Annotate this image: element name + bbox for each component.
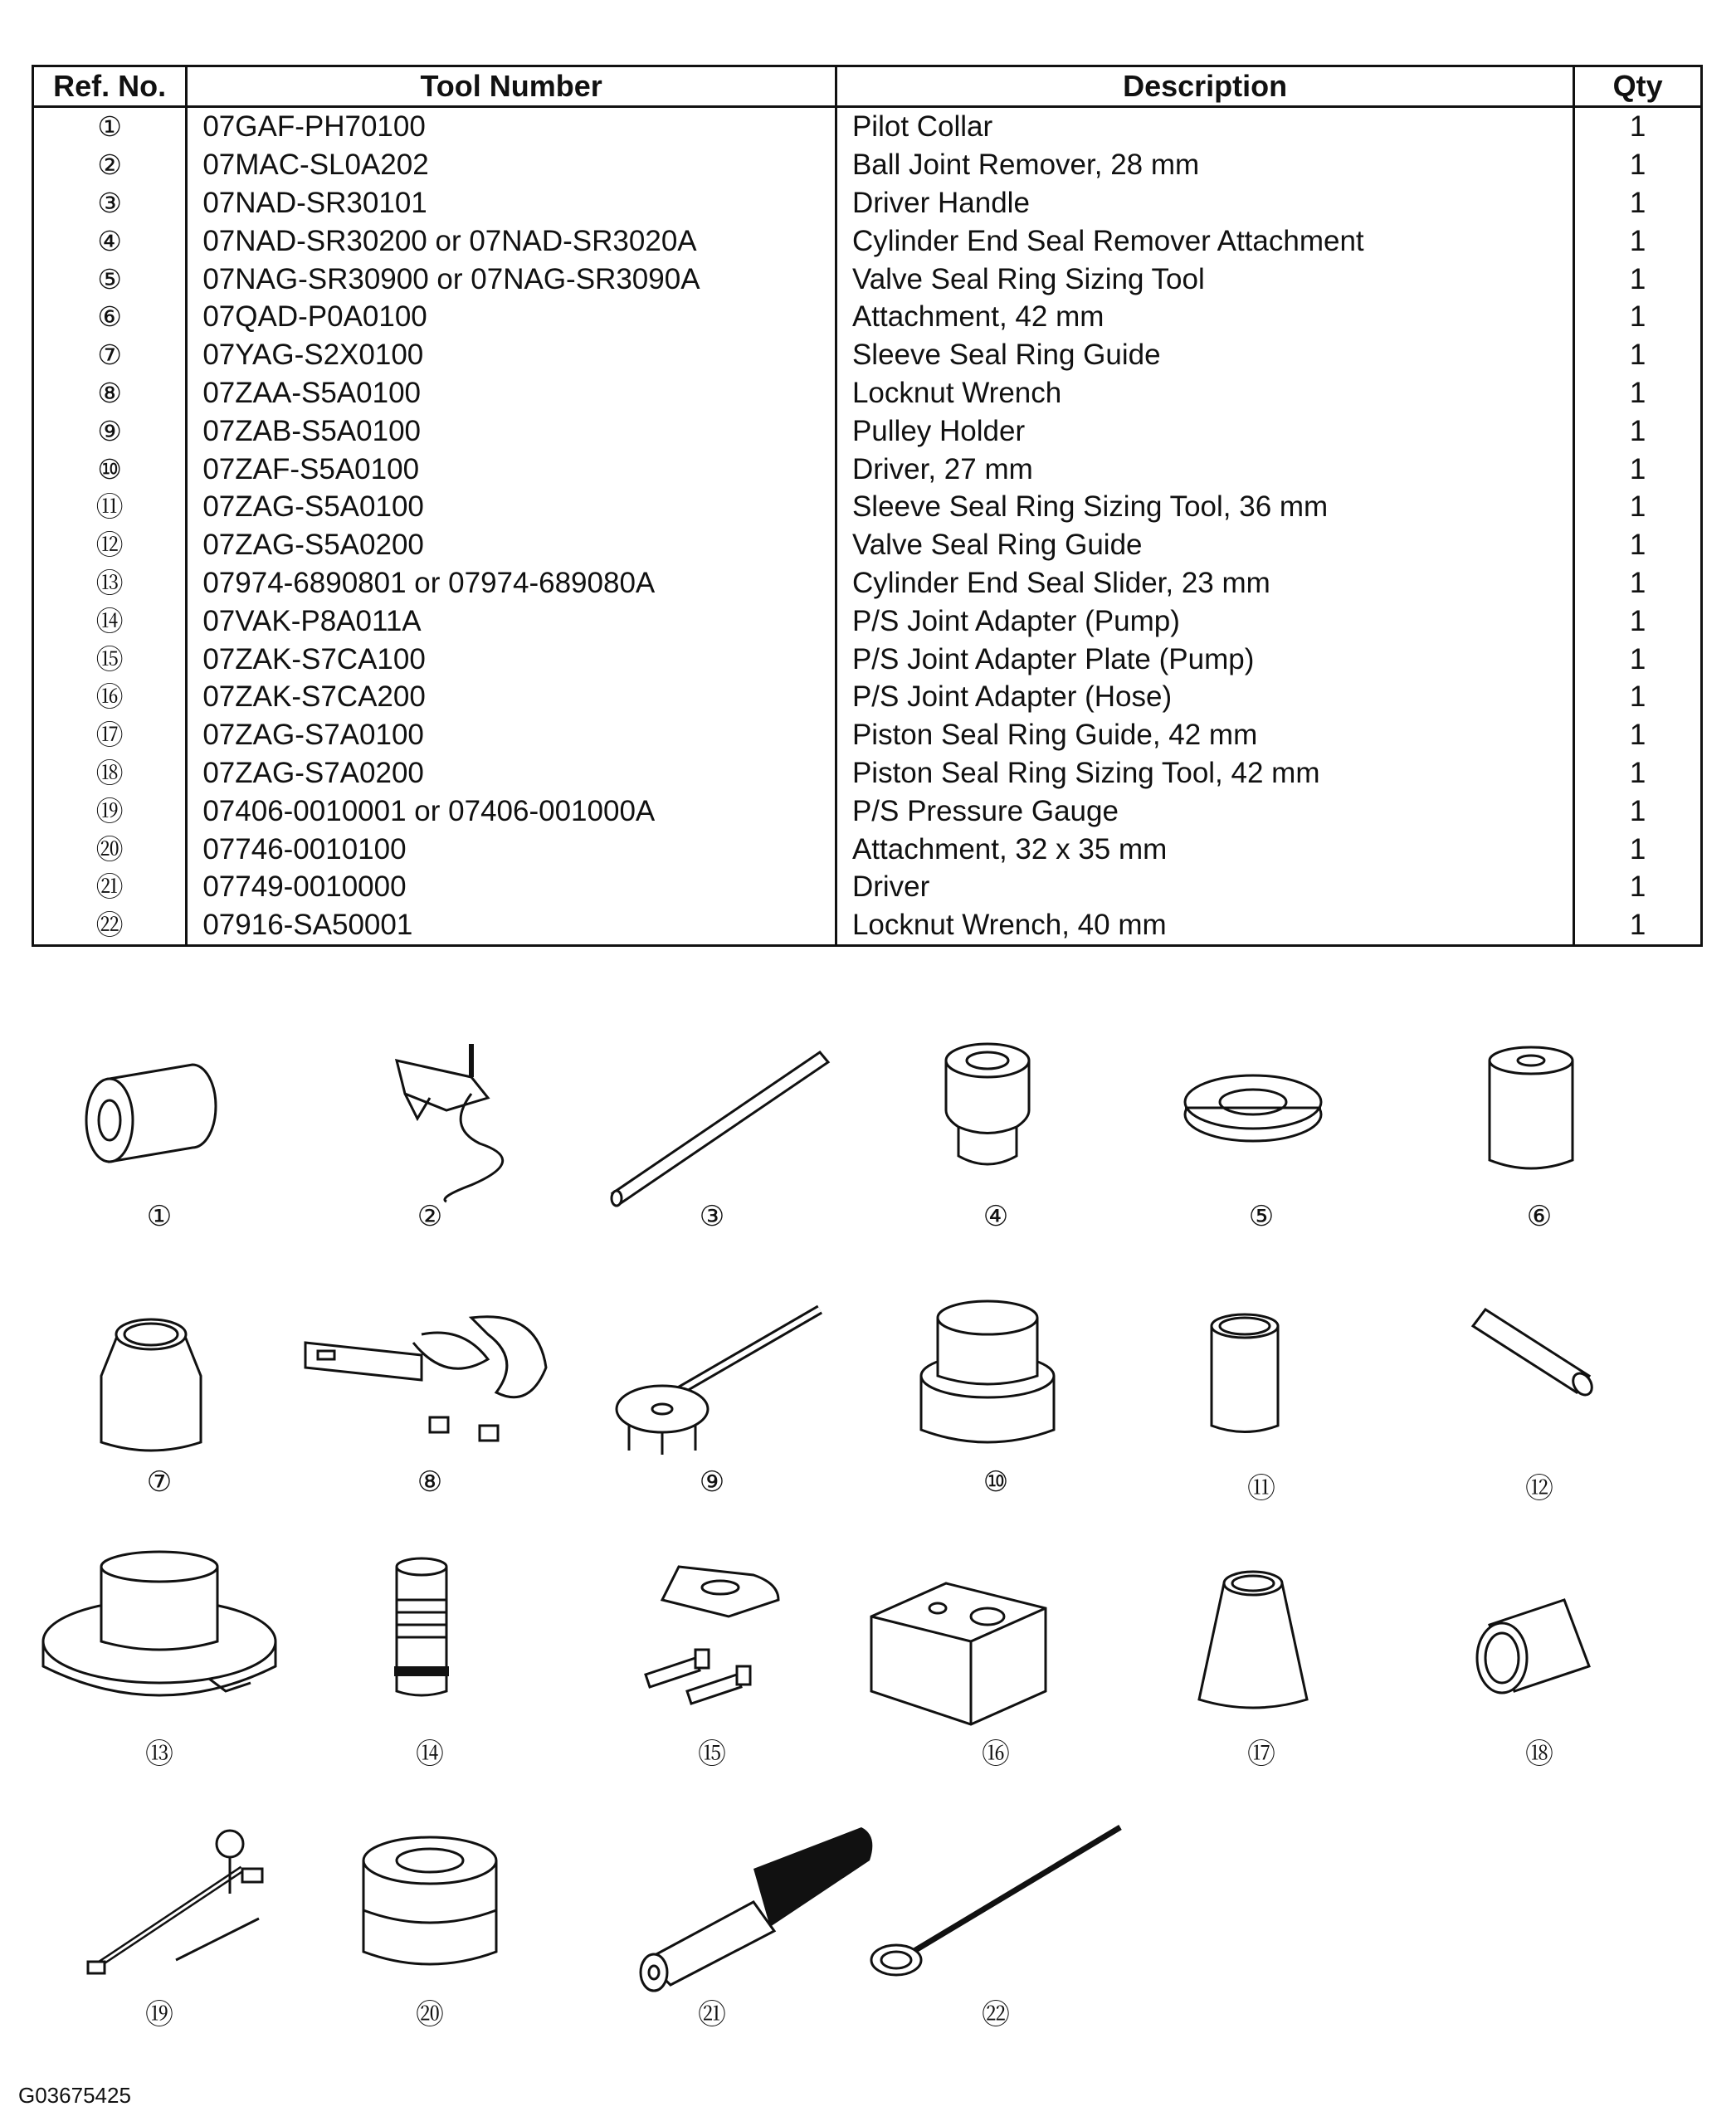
sizing-sleeve-icon [1178,1285,1344,1475]
attachment-cylinder-icon [1456,1019,1622,1210]
ref-cell: ④ [33,222,187,260]
sizing-ring-icon [1178,1019,1344,1210]
figure-ref-label: ⑱ [1525,1738,1553,1771]
ref-cell: ⑦ [33,336,187,374]
qty-cell: 1 [1574,222,1702,260]
table-row [33,336,1702,374]
table-row [33,868,1702,906]
ref-cell: ㉒ [33,906,187,945]
description-cell: Pulley Holder [836,412,1573,450]
description-cell: Driver, 27 mm [836,450,1573,488]
table-row [33,146,1702,184]
description-cell: Piston Seal Ring Sizing Tool, 42 mm [836,754,1573,792]
qty-cell: 1 [1574,792,1702,830]
tool-number-cell: 07MAC-SL0A202 [187,146,836,184]
pilot-collar-icon [76,1019,242,1210]
description-cell: Locknut Wrench, 40 mm [836,906,1573,945]
figure-ref-label: ⑲ [145,1998,173,2031]
table-row [33,678,1702,716]
tool-figure [76,1285,242,1517]
tool-number-cell: 07916-SA50001 [187,906,836,945]
description-cell: Sleeve Seal Ring Guide [836,336,1573,374]
table-row [33,602,1702,640]
tool-figure [347,1550,513,1782]
pressure-gauge-icon [76,1811,242,2002]
tool-number-cell: 07ZAG-S7A0100 [187,716,836,754]
tool-figure [1456,1019,1622,1251]
description-cell: P/S Joint Adapter (Pump) [836,602,1573,640]
figure-ref-label: ⑮ [698,1738,726,1771]
tools-table [32,65,1703,947]
tool-figure [347,1019,513,1251]
header-qty: Qty [1574,66,1702,107]
ref-cell: ⑪ [33,488,187,526]
qty-cell: 1 [1574,602,1702,640]
tool-figure [1178,1285,1344,1517]
tool-number-cell: 07974-6890801 or 07974-689080A [187,564,836,602]
figure-ref-label: ⑨ [699,1465,725,1499]
table-row [33,564,1702,602]
tool-figure [347,1811,513,2043]
figure-ref-label: ㉑ [698,1998,726,2031]
tool-figure [863,1550,1129,1782]
remover-attachment-icon [913,1019,1079,1210]
tool-figure [913,1019,1079,1251]
description-cell: Attachment, 42 mm [836,298,1573,336]
tool-figure [629,1811,795,2043]
qty-cell: 1 [1574,906,1702,945]
figure-ref-label: ⑧ [417,1465,443,1499]
qty-cell: 1 [1574,640,1702,678]
tool-number-cell: 07746-0010100 [187,830,836,868]
description-cell: Sleeve Seal Ring Sizing Tool, 36 mm [836,488,1573,526]
ref-cell: ⑩ [33,450,187,488]
qty-cell: 1 [1574,298,1702,336]
tool-figure [579,1019,845,1251]
ref-cell: ⑰ [33,716,187,754]
description-cell: Cylinder End Seal Remover Attachment [836,222,1573,260]
description-cell: P/S Pressure Gauge [836,792,1573,830]
figure-ref-label: ⑭ [416,1738,444,1771]
tool-number-cell: 07NAG-SR30900 or 07NAG-SR3090A [187,260,836,298]
qty-cell: 1 [1574,336,1702,374]
qty-cell: 1 [1574,868,1702,906]
qty-cell: 1 [1574,564,1702,602]
ref-cell: ② [33,146,187,184]
joint-adapter-pump-icon [347,1550,513,1741]
table-row [33,298,1702,336]
joint-adapter-hose-icon [863,1550,1129,1741]
ref-cell: ⑳ [33,830,187,868]
description-cell: Valve Seal Ring Sizing Tool [836,260,1573,298]
figure-ref-label: ⑯ [982,1738,1010,1771]
tool-figure [863,1811,1129,2043]
figure-ref-label: ⑤ [1248,1200,1275,1233]
driver-icon [629,1811,795,2002]
ref-cell: ⑨ [33,412,187,450]
figure-ref-label: ⑳ [416,1998,444,2031]
figure-ref-label: ⑰ [1247,1738,1275,1771]
table-row [33,450,1702,488]
locknut-wrench-40mm-icon [863,1811,1129,2002]
qty-cell: 1 [1574,678,1702,716]
qty-cell: 1 [1574,107,1702,146]
figure-ref-label: ⑬ [145,1738,173,1771]
qty-cell: 1 [1574,488,1702,526]
table-row [33,260,1702,298]
tool-number-cell: 07ZAG-S7A0200 [187,754,836,792]
qty-cell: 1 [1574,146,1702,184]
figure-code: G03675425 [18,2083,131,2108]
figure-ref-label: ⑩ [983,1465,1009,1499]
description-cell: Driver Handle [836,184,1573,222]
header-ref-no: Ref. No. [33,66,187,107]
tool-figure [76,1019,242,1251]
figure-ref-label: ① [146,1200,173,1233]
ref-cell: ⑭ [33,602,187,640]
driver-27mm-icon [913,1285,1079,1475]
qty-cell: 1 [1574,754,1702,792]
description-cell: P/S Joint Adapter (Hose) [836,678,1573,716]
table-row [33,906,1702,945]
description-cell: Piston Seal Ring Guide, 42 mm [836,716,1573,754]
ref-cell: ⑲ [33,792,187,830]
table-row [33,222,1702,260]
figure-ref-label: ④ [983,1200,1009,1233]
qty-cell: 1 [1574,374,1702,412]
driver-handle-icon [579,1019,845,1210]
tool-figure [1178,1019,1344,1251]
tool-number-cell: 07ZAG-S5A0200 [187,526,836,564]
ref-cell: ⑬ [33,564,187,602]
table-row [33,184,1702,222]
ref-cell: ⑥ [33,298,187,336]
description-cell: Driver [836,868,1573,906]
valve-ring-guide-icon [1456,1285,1622,1475]
tool-number-cell: 07ZAK-S7CA200 [187,678,836,716]
tool-figure [297,1285,563,1517]
tool-figure [35,1550,284,1782]
table-row [33,374,1702,412]
pulley-holder-icon [579,1285,845,1475]
header-tool-number: Tool Number [187,66,836,107]
tool-number-cell: 07NAD-SR30101 [187,184,836,222]
tool-figure [913,1285,1079,1517]
tool-number-cell: 07ZAA-S5A0100 [187,374,836,412]
ref-cell: ① [33,107,187,146]
table-row [33,754,1702,792]
ref-cell: ⑯ [33,678,187,716]
table-row [33,107,1702,146]
tool-number-cell: 07NAD-SR30200 or 07NAD-SR3020A [187,222,836,260]
tool-number-cell: 07ZAF-S5A0100 [187,450,836,488]
tool-figure [579,1285,845,1517]
qty-cell: 1 [1574,526,1702,564]
tool-number-cell: 07VAK-P8A011A [187,602,836,640]
table-row [33,792,1702,830]
seal-slider-icon [35,1550,284,1741]
locknut-wrench-icon [297,1285,563,1475]
tool-number-cell: 07406-0010001 or 07406-001000A [187,792,836,830]
header-description: Description [836,66,1573,107]
figure-ref-label: ㉒ [982,1998,1010,2031]
ref-cell: ⑤ [33,260,187,298]
tool-number-cell: 07ZAB-S5A0100 [187,412,836,450]
description-cell: Valve Seal Ring Guide [836,526,1573,564]
description-cell: Ball Joint Remover, 28 mm [836,146,1573,184]
tool-number-cell: 07YAG-S2X0100 [187,336,836,374]
figure-ref-label: ③ [699,1200,725,1233]
tool-figure [1456,1285,1622,1517]
tool-number-cell: 07749-0010000 [187,868,836,906]
qty-cell: 1 [1574,716,1702,754]
description-cell: Pilot Collar [836,107,1573,146]
qty-cell: 1 [1574,830,1702,868]
ref-cell: ⑱ [33,754,187,792]
ref-cell: ⑮ [33,640,187,678]
figure-ref-label: ⑪ [1247,1472,1275,1505]
figure-ref-label: ⑫ [1525,1472,1553,1505]
ref-cell: ⑫ [33,526,187,564]
tool-figure [1456,1550,1622,1782]
piston-sizing-tool-icon [1456,1550,1622,1741]
qty-cell: 1 [1574,184,1702,222]
description-cell: Attachment, 32 x 35 mm [836,830,1573,868]
qty-cell: 1 [1574,450,1702,488]
description-cell: Cylinder End Seal Slider, 23 mm [836,564,1573,602]
table-row [33,716,1702,754]
tool-number-cell: 07QAD-P0A0100 [187,298,836,336]
table-row [33,526,1702,564]
ref-cell: ⑧ [33,374,187,412]
qty-cell: 1 [1574,260,1702,298]
ref-cell: ㉑ [33,868,187,906]
piston-ring-guide-icon [1178,1550,1344,1741]
qty-cell: 1 [1574,412,1702,450]
description-cell: Locknut Wrench [836,374,1573,412]
ring-guide-icon [76,1285,242,1475]
tool-figure [1178,1550,1344,1782]
attachment-32x35-icon [347,1811,513,2002]
table-row [33,412,1702,450]
table-row [33,488,1702,526]
figure-ref-label: ⑦ [146,1465,173,1499]
description-cell: P/S Joint Adapter Plate (Pump) [836,640,1573,678]
tool-number-cell: 07ZAK-S7CA100 [187,640,836,678]
figure-ref-label: ② [417,1200,443,1233]
table-row [33,830,1702,868]
adapter-plate-icon [629,1550,795,1741]
table-row [33,640,1702,678]
tool-number-cell: 07ZAG-S5A0100 [187,488,836,526]
figure-ref-label: ⑥ [1526,1200,1553,1233]
ball-joint-remover-icon [347,1019,513,1210]
tool-figure [76,1811,242,2043]
table-header-row [33,66,1702,107]
ref-cell: ③ [33,184,187,222]
tool-number-cell: 07GAF-PH70100 [187,107,836,146]
tool-figure [629,1550,795,1782]
